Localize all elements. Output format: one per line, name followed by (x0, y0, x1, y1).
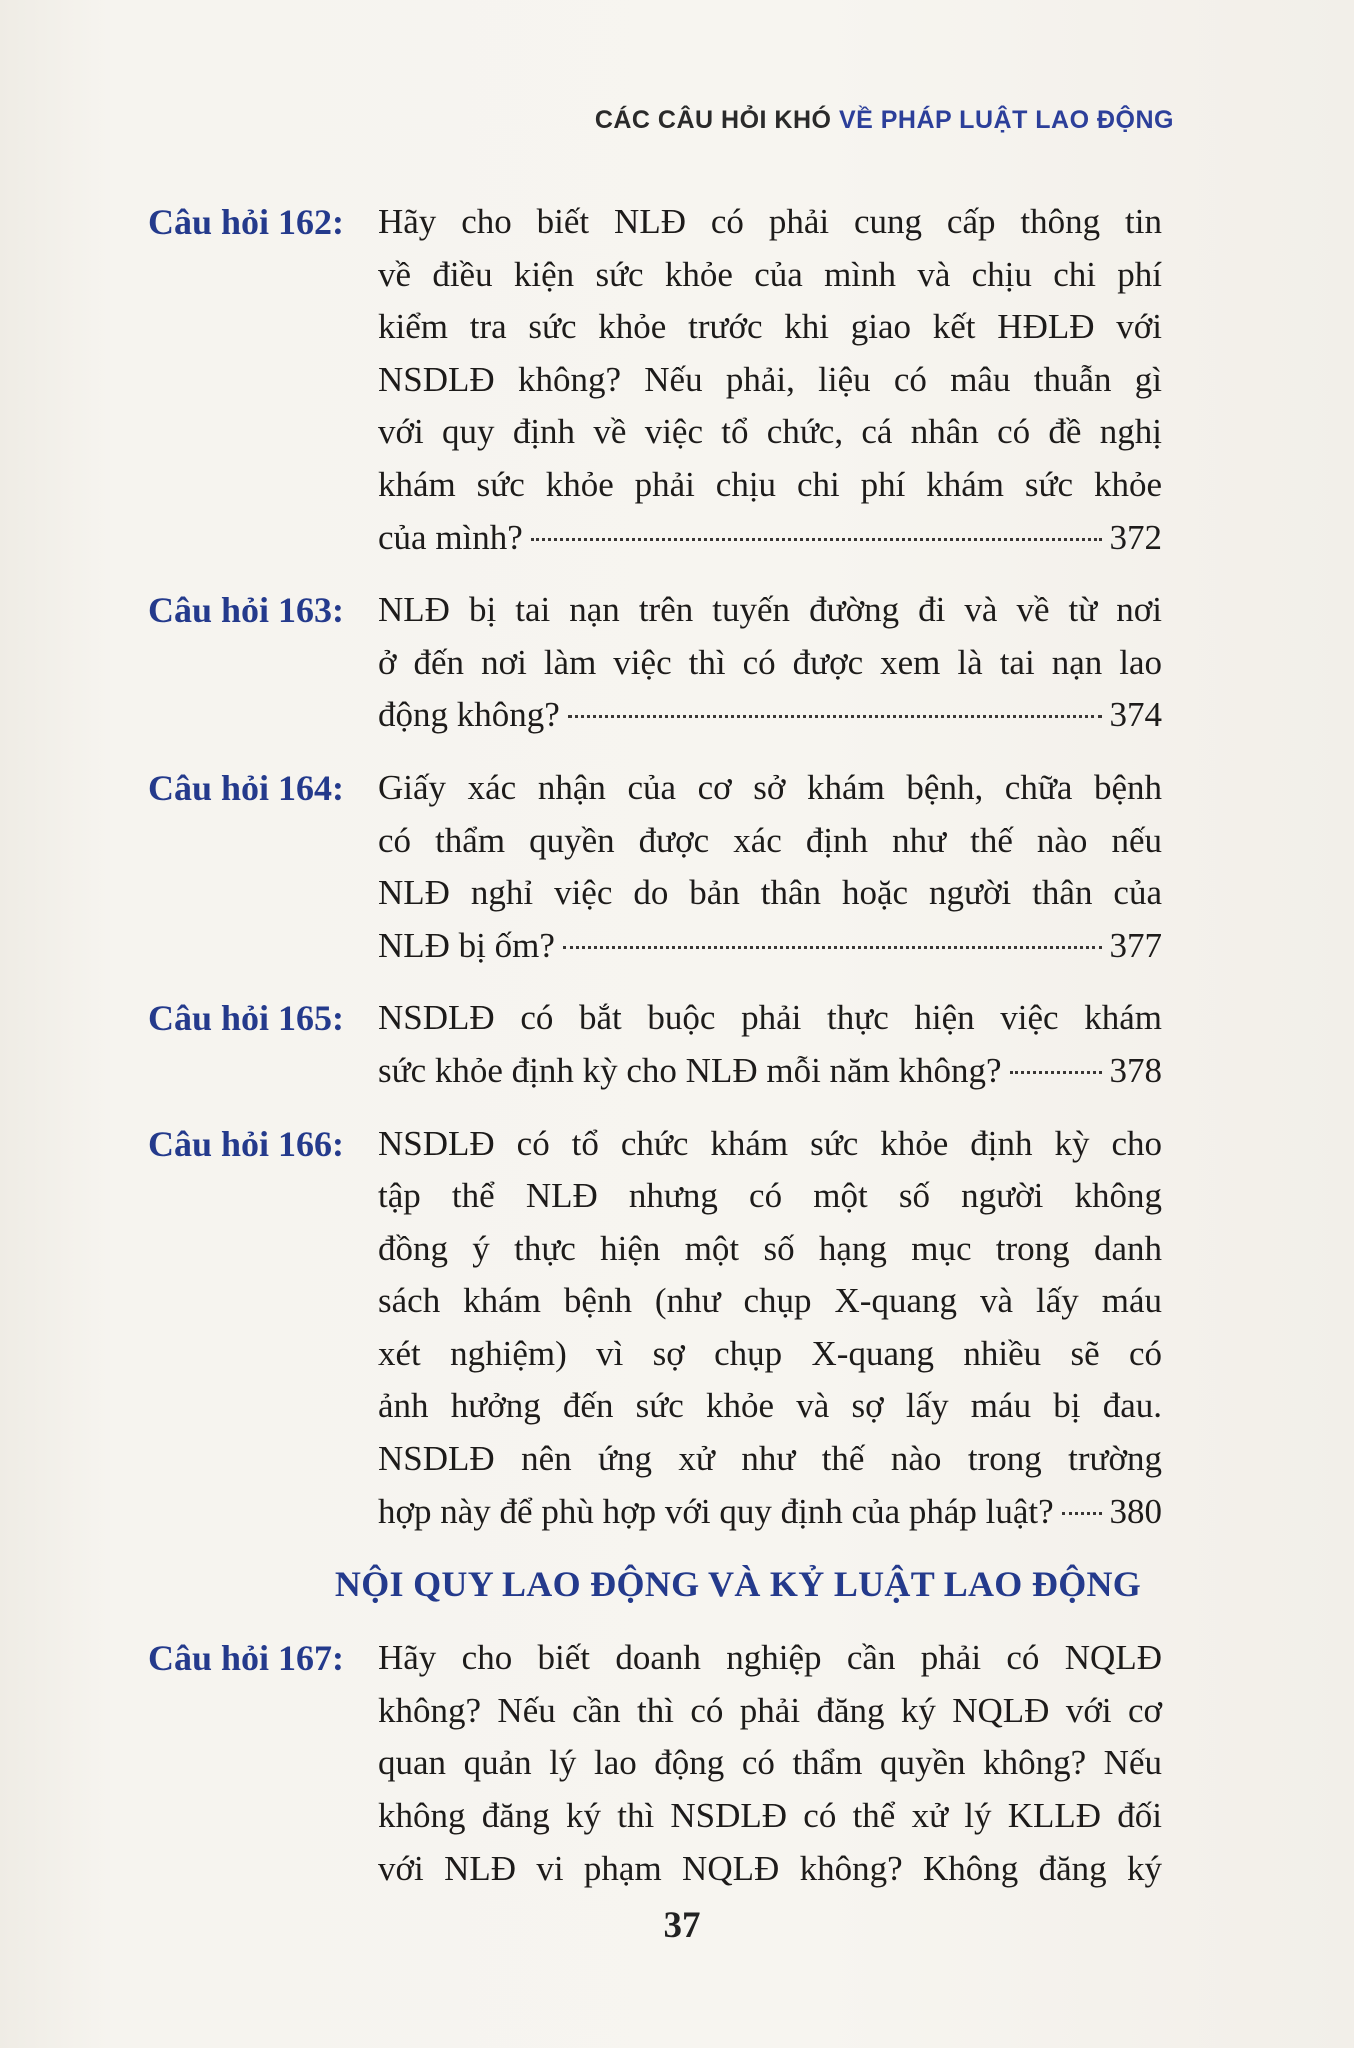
section-heading: NỘI QUY LAO ĐỘNG VÀ KỶ LUẬT LAO ĐỘNG (334, 1564, 1142, 1605)
question-line: NLĐ bị tai nạn trên tuyến đường đi và về từ nơi (378, 590, 1162, 630)
question-text (370, 196, 1178, 564)
question-line: hợp này để phù hợp với quy định của pháp luật? (378, 1491, 1054, 1531)
question-last-line (378, 1486, 1162, 1539)
question-line: quan quản lý lao động có thẩm quyền không? Nếu (378, 1743, 1162, 1783)
toc-entry-166 (148, 1118, 1178, 1539)
toc-entry-162 (148, 196, 1178, 564)
question-line: không đăng ký thì NSDLĐ có thể xử lý KLLĐ đối (378, 1796, 1162, 1836)
question-line: NSDLĐ nên ứng xử như thế nào trong trường (378, 1439, 1162, 1479)
question-line: Giấy xác nhận của cơ sở khám bệnh, chữa bệnh (378, 767, 1162, 807)
question-line: của mình? (378, 517, 523, 557)
dot-leader (531, 538, 1102, 541)
question-line: với NLĐ vi phạm NQLĐ không? Không đăng ký (378, 1848, 1162, 1888)
question-label: Câu hỏi 165: (148, 998, 345, 1039)
question-label: Câu hỏi 162: (148, 202, 345, 242)
toc-entry-164 (148, 762, 1178, 972)
question-line: Hãy cho biết doanh nghiệp cần phải có NQLĐ (378, 1638, 1162, 1678)
question-label: Câu hỏi 163: (148, 590, 345, 631)
running-header-part2: VỀ PHÁP LUẬT LAO ĐỘNG (838, 106, 1174, 134)
question-text (370, 992, 1178, 1097)
question-line: sách khám bệnh (như chụp X-quang và lấy máu (378, 1281, 1162, 1321)
toc-entry-163 (148, 584, 1178, 742)
question-line: xét nghiệm) vì sợ chụp X-quang nhiều sẽ có (378, 1333, 1162, 1373)
question-line: không? Nếu cần thì có phải đăng ký NQLĐ với cơ (378, 1690, 1162, 1730)
running-header-part1: CÁC CÂU HỎI KHÓ (594, 106, 839, 134)
page-number: 37 (663, 1905, 701, 1946)
question-label: Câu hỏi 167: (148, 1638, 345, 1679)
question-text (370, 1118, 1178, 1539)
question-last-line (378, 512, 1162, 565)
question-line: sức khỏe định kỳ cho NLĐ mỗi năm không? (378, 1050, 1002, 1090)
dot-leader (563, 946, 1102, 949)
running-header (595, 106, 1174, 135)
question-line: ở đến nơi làm việc thì có được xem là tai nạn lao (378, 642, 1162, 682)
question-line: có thẩm quyền được xác định như thế nào nếu (378, 820, 1162, 860)
question-last-line (378, 920, 1162, 973)
question-line: tập thể NLĐ nhưng có một số người không (378, 1176, 1162, 1216)
question-line: NLĐ bị ốm? (378, 925, 555, 965)
toc-entry-167 (148, 1632, 1178, 1895)
page-reference: 377 (1109, 925, 1162, 965)
question-label: Câu hỏi 164: (148, 767, 345, 808)
question-line: với quy định về việc tổ chức, cá nhân có đề nghị (378, 412, 1162, 452)
page-reference: 372 (1109, 517, 1162, 557)
toc-entry-165 (148, 992, 1178, 1097)
question-line: ảnh hưởng đến sức khỏe và sợ lấy máu bị đau. (378, 1386, 1162, 1426)
table-of-contents (148, 196, 1178, 1915)
question-line: đồng ý thực hiện một số hạng mục trong danh (378, 1228, 1162, 1268)
question-last-line (378, 689, 1162, 742)
question-line: kiểm tra sức khỏe trước khi giao kết HĐLĐ với (378, 307, 1162, 347)
page-reference: 378 (1109, 1050, 1162, 1090)
question-last-line (378, 1045, 1162, 1098)
question-text (370, 762, 1178, 972)
dot-leader (1062, 1512, 1102, 1515)
dot-leader (1010, 1071, 1102, 1074)
question-line: về điều kiện sức khỏe của mình và chịu chi phí (378, 254, 1162, 294)
dot-leader (568, 715, 1102, 718)
question-line: NSDLĐ có tổ chức khám sức khỏe định kỳ cho (378, 1123, 1162, 1163)
page-reference: 380 (1109, 1491, 1162, 1531)
question-line: động không? (378, 695, 560, 735)
question-line: Hãy cho biết NLĐ có phải cung cấp thông tin (378, 202, 1162, 241)
question-line: khám sức khỏe phải chịu chi phí khám sức khỏe (378, 464, 1162, 504)
question-line: NLĐ nghỉ việc do bản thân hoặc người thân của (378, 873, 1162, 913)
question-line: NSDLĐ có bắt buộc phải thực hiện việc khám (378, 998, 1162, 1038)
question-text (370, 1632, 1178, 1895)
question-line: NSDLĐ không? Nếu phải, liệu có mâu thuẫn gì (378, 359, 1162, 399)
question-label: Câu hỏi 166: (148, 1123, 345, 1164)
page-reference: 374 (1109, 695, 1162, 735)
question-text (370, 584, 1178, 742)
